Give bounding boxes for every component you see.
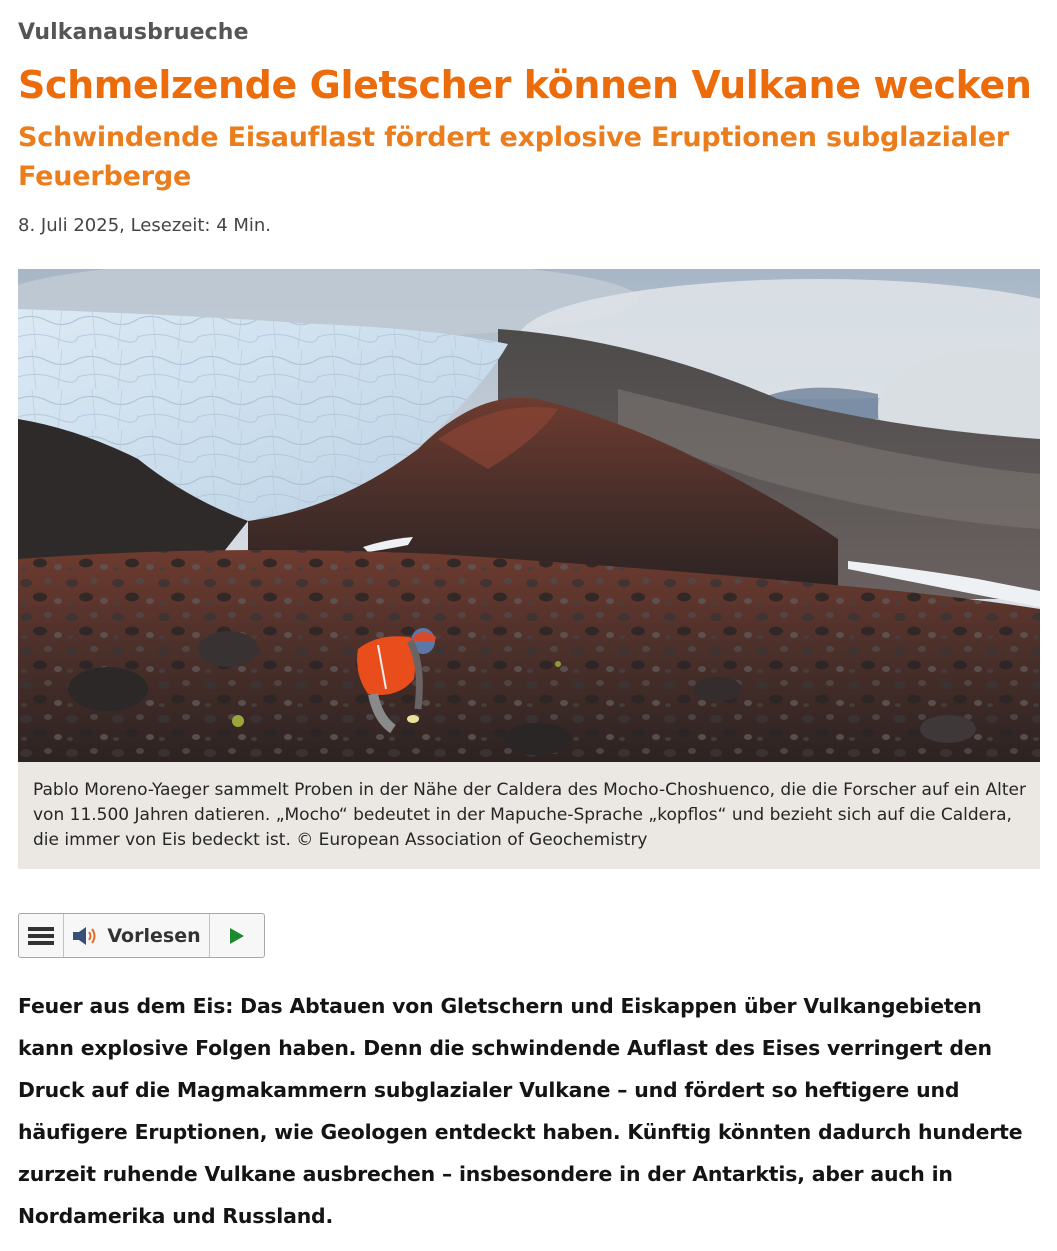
article-meta: 8. Juli 2025, Lesezeit: 4 Min.: [18, 215, 272, 236]
article-lead: Feuer aus dem Eis: Das Abtauen von Gletschern und Eiskappen über Vulkangebieten kann explosive Folgen haben. Denn die schwindende Auflast des Eises verringert den Druck auf die Magmakammern subglazialer Vulkane – und fördert so heftigere und häufigere Eruptionen, wie Geologen entdeckt haben. Künftig könnten dadurch hunderte zurzeit ruhende Vulkane ausbrechen – insbesondere in der Antarktis, aber auch in Nordamerika und Russland.: [18, 994, 1023, 1228]
image-caption: Pablo Moreno-Yaeger sammelt Proben in der Nähe der Caldera des Mocho-Choshuenco, die die Forscher auf ein Alter von 11.500 Jahren datieren. „Mocho“ bedeutet in der Mapuche-Sprache „kopflos“ und bezieht sich auf die Caldera, die immer von Eis bedeckt ist. © European Association of Geochemistry: [18, 762, 1040, 869]
read-aloud-button[interactable]: [64, 914, 210, 957]
player-menu-button[interactable]: [19, 914, 64, 957]
play-icon: [229, 927, 245, 945]
read-aloud-label: Vorlesen: [107, 924, 201, 947]
article-headline: Schmelzende Gletscher können Vulkane wecken: [18, 63, 1032, 107]
article-kicker: Vulkanausbrueche: [18, 20, 249, 45]
hamburger-menu-icon: [28, 926, 54, 946]
read-aloud-player: [18, 913, 265, 958]
speaker-icon: [72, 925, 100, 947]
article-figure: [18, 269, 1040, 869]
article-subheadline: Schwindende Eisauflast fördert explosive Eruptionen subglazialer Feuerberge: [18, 122, 1010, 192]
volcano-photo[interactable]: [18, 269, 1040, 762]
play-button[interactable]: [210, 914, 264, 957]
